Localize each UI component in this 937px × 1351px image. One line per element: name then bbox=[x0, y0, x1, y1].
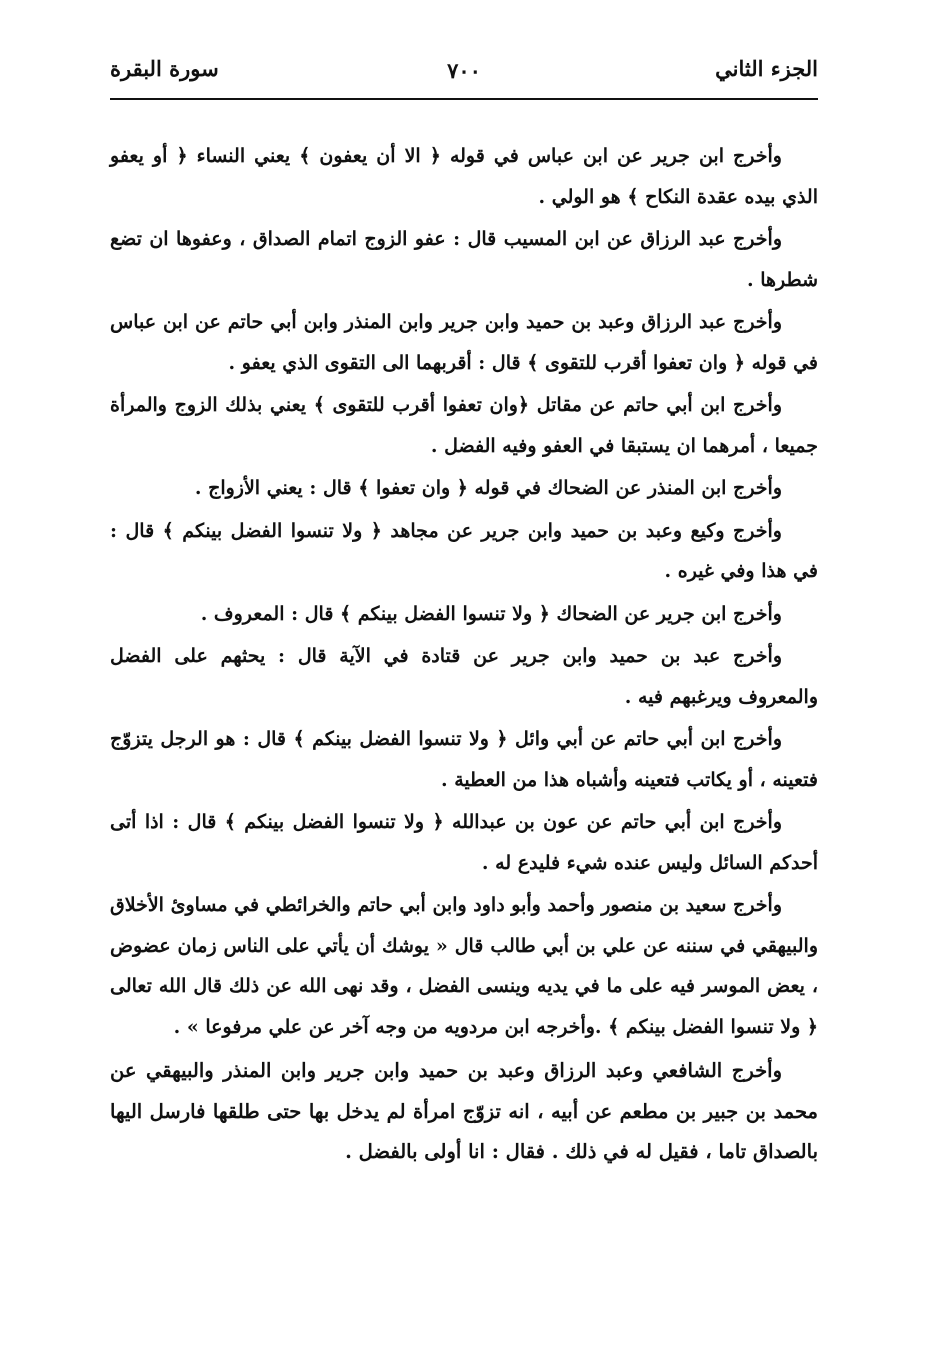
paragraph: وأخرج ابن أبي حاتم عن أبي وائل ﴿ ولا تنسوا الفضل بينكم ﴾ قال : هو الرجل يتزوّج فتعينه ، أو يكاتب فتعينه وأشباه هذا من العطية . bbox=[110, 728, 818, 791]
header-divider bbox=[110, 98, 818, 100]
paragraph: وأخرج سعيد بن منصور وأحمد وأبو داود وابن أبي حاتم والخرائطي في مساوئ الأخلاق والبيهقي في سننه عن علي بن أبي طالب قال « يوشك أن يأتي على الناس زمان عضوض ، يعض الموسر فيه على ما في يديه وينسى الفضل ، وقد نهى الله عن ذلك قال الله تعالى ﴿ ولا تنسوا الفضل بينكم ﴾ .وأخرجه ابن مردويه من وجه آخر عن علي مرفوعا » . bbox=[110, 894, 818, 1038]
paragraph: وأخرج ابن المنذر عن الضحاك في قوله ﴿ وان تعفوا ﴾ قال : يعني الأزواج . bbox=[194, 477, 782, 499]
part-title: الجزء الثاني bbox=[715, 56, 818, 81]
paragraph: وأخرج ابن أبي حاتم عن مقاتل ﴿وان تعفوا أقرب للتقوى ﴾ يعني بذلك الزوج والمرأة جميعا ، أمرهما ان يستبقا في العفو وفيه الفضل . bbox=[110, 394, 818, 457]
page-number: ٧٠٠ bbox=[447, 58, 481, 83]
paragraph: وأخرج ابن جرير عن ابن عباس في قوله ﴿ الا أن يعفون ﴾ يعني النساء ﴿ أو يعفو الذي بيده عقدة النكاح ﴾ هو الولي . bbox=[110, 145, 818, 208]
paragraph: وأخرج عبد الرزاق عن ابن المسيب قال : عفو الزوج اتمام الصداق ، وعفوها ان تضع شطرها . bbox=[110, 228, 818, 291]
paragraph: وأخرج الشافعي وعبد الرزاق وعبد بن حميد وابن جرير وابن المنذر والبيهقي عن محمد بن جبير بن مطعم عن أبيه ، انه تزوّج امرأة لم يدخل بها حتى طلقها فارسل اليها بالصداق تاما ، فقيل له في ذلك . فقال : انا أولى بالفضل . bbox=[110, 1059, 818, 1163]
paragraph: وأخرج وكيع وعبد بن حميد وابن جرير عن مجاهد ﴿ ولا تنسوا الفضل بينكم ﴾ قال : في هذا وفي غيره . bbox=[110, 519, 818, 582]
paragraph: وأخرج ابن جرير عن الضحاك ﴿ ولا تنسوا الفضل بينكم ﴾ قال : المعروف . bbox=[200, 602, 782, 625]
paragraph: وأخرج ابن أبي حاتم عن عون بن عبدالله ﴿ ولا تنسوا الفضل بينكم ﴾ قال : اذا أتى أحدكم السائل وليس عنده شيء فليدع له . bbox=[110, 811, 818, 874]
page-header bbox=[110, 50, 818, 94]
paragraph: وأخرج عبد الرزاق وعبد بن حميد وابن جرير وابن المنذر وابن أبي حاتم عن ابن عباس في قوله ﴿ وان تعفوا أقرب للتقوى ﴾ قال : أقربهما الى التقوى الذي يعفو . bbox=[110, 311, 818, 374]
surah-title: سورة البقرة bbox=[110, 56, 219, 81]
book-page bbox=[110, 50, 818, 1163]
paragraph: وأخرج عبد بن حميد وابن جرير عن قتادة في الآية قال : يحثهم على الفضل والمعروف ويرغبهم فيه . bbox=[110, 645, 818, 708]
page-body bbox=[110, 136, 818, 1175]
